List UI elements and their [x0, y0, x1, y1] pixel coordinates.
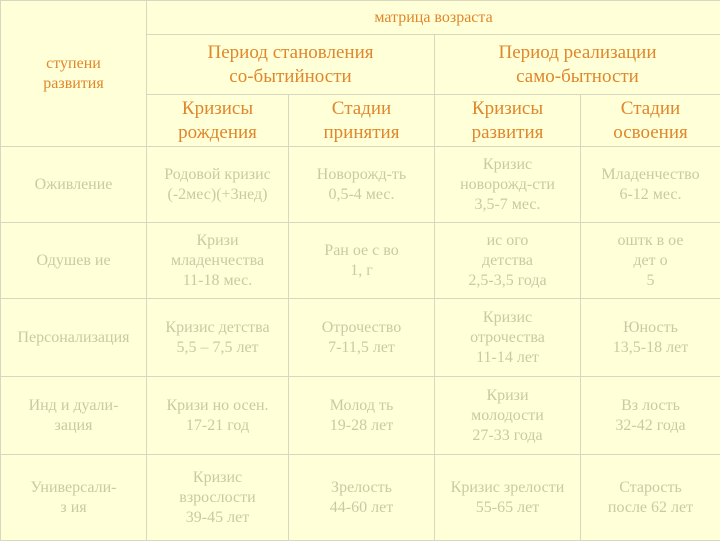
cell-line: 13,5-18 лет — [583, 338, 718, 358]
table-cell — [581, 147, 720, 223]
cell-line: 7-11,5 лет — [291, 338, 432, 358]
stage-line: з ия — [3, 498, 144, 518]
cell-line: Младенчество — [583, 165, 718, 185]
stage-cell — [1, 223, 147, 299]
table-cell — [147, 223, 289, 299]
cell-line: 11-18 мес. — [149, 271, 286, 291]
table-cell — [435, 223, 581, 299]
table-cell — [289, 299, 435, 377]
stages-header-cell — [1, 1, 147, 147]
cell-line: 11-14 лет — [437, 348, 578, 368]
cell-line: Кризи — [149, 231, 286, 251]
subcol-line: принятия — [291, 121, 432, 145]
subcol-line: развития — [437, 121, 578, 145]
stage-cell — [1, 377, 147, 455]
cell-line: 55-65 лет — [437, 498, 578, 518]
table-row — [1, 455, 720, 541]
cell-line: 5 — [583, 271, 718, 291]
table-cell — [289, 223, 435, 299]
stage-line: Универсали- — [3, 478, 144, 498]
cell-line: 32-42 года — [583, 416, 718, 436]
subcol-line: Стадии — [583, 97, 718, 121]
cell-line: молодости — [437, 406, 578, 426]
cell-line: 27-33 года — [437, 426, 578, 446]
table-cell — [289, 147, 435, 223]
stages-label-line: развития — [3, 74, 144, 94]
cell-line: дет о — [583, 251, 718, 271]
stage-cell — [1, 147, 147, 223]
period-2-line: само-бытности — [437, 65, 718, 89]
period-1-header — [147, 35, 435, 95]
cell-line: 17-21 год — [149, 416, 286, 436]
cell-line: Родовой кризис — [149, 165, 286, 185]
table-row — [1, 147, 720, 223]
cell-line: Кризис — [437, 155, 578, 175]
cell-line: Кризис — [149, 468, 286, 488]
cell-line: после 62 лет — [583, 498, 718, 518]
stages-label-line: ступени — [3, 54, 144, 74]
table-cell — [435, 299, 581, 377]
table-cell — [147, 299, 289, 377]
subcol-header — [147, 95, 289, 147]
cell-line: 19-28 лет — [291, 416, 432, 436]
cell-line: взрослости — [149, 488, 286, 508]
stage-line: Инд и дуали- — [3, 396, 144, 416]
cell-line: 0,5-4 мес. — [291, 185, 432, 205]
cell-line: 1, г — [291, 261, 432, 281]
table-cell — [435, 147, 581, 223]
cell-line: Юность — [583, 318, 718, 338]
cell-line: младенчества — [149, 251, 286, 271]
table-cell — [289, 455, 435, 541]
stage-line: Оживление — [3, 175, 144, 195]
cell-line: ис ого — [437, 231, 578, 251]
subcol-line: Стадии — [291, 97, 432, 121]
cell-line: Кризис детства — [149, 318, 286, 338]
cell-line: оштк в ое — [583, 231, 718, 251]
table-cell — [147, 455, 289, 541]
header-row-matrix — [1, 1, 720, 35]
cell-line: Вз лость — [583, 396, 718, 416]
table-cell — [581, 299, 720, 377]
cell-line: (-2мес)(+3нед) — [149, 185, 286, 205]
table-cell — [581, 223, 720, 299]
table-row — [1, 223, 720, 299]
cell-line: Новорожд-ть — [291, 165, 432, 185]
cell-line: 2,5-3,5 года — [437, 271, 578, 291]
cell-line: Молод ть — [291, 396, 432, 416]
period-2-header — [435, 35, 720, 95]
cell-line: новорожд-сти — [437, 175, 578, 195]
cell-line: 3,5-7 мес. — [437, 195, 578, 215]
table-row — [1, 299, 720, 377]
cell-line: Отрочество — [291, 318, 432, 338]
cell-line: Кризи но осен. — [149, 396, 286, 416]
table-cell — [147, 147, 289, 223]
cell-line: Кризис — [437, 308, 578, 328]
table-cell — [435, 455, 581, 541]
cell-line: Кризи — [437, 386, 578, 406]
period-1-line: со-бытийности — [149, 65, 432, 89]
matrix-title: матрица возраста — [147, 1, 720, 35]
table-cell — [147, 377, 289, 455]
cell-line: Ран ое с во — [291, 241, 432, 261]
cell-line: 5,5 – 7,5 лет — [149, 338, 286, 358]
subcol-line: освоения — [583, 121, 718, 145]
cell-line: 44-60 лет — [291, 498, 432, 518]
cell-line: отрочества — [437, 328, 578, 348]
subcol-line: рождения — [149, 121, 286, 145]
stage-cell — [1, 455, 147, 541]
cell-line: 39-45 лет — [149, 508, 286, 528]
subcol-header — [435, 95, 581, 147]
table-cell — [581, 377, 720, 455]
table-cell — [581, 455, 720, 541]
table-row — [1, 377, 720, 455]
table-cell — [289, 377, 435, 455]
cell-line: детства — [437, 251, 578, 271]
table-cell — [435, 377, 581, 455]
cell-line: 6-12 мес. — [583, 185, 718, 205]
subcol-header — [581, 95, 720, 147]
cell-line: Старость — [583, 478, 718, 498]
stage-line: зация — [3, 416, 144, 436]
subcol-line: Кризисы — [437, 97, 578, 121]
period-2-line: Период реализации — [437, 41, 718, 65]
stage-line: Одушев ие — [3, 251, 144, 271]
subcol-header — [289, 95, 435, 147]
subcol-line: Кризисы — [149, 97, 286, 121]
period-1-line: Период становления — [149, 41, 432, 65]
stage-cell — [1, 299, 147, 377]
cell-line: Кризис зрелости — [437, 478, 578, 498]
cell-line: Зрелость — [291, 478, 432, 498]
stage-line: Персонализация — [3, 328, 144, 348]
